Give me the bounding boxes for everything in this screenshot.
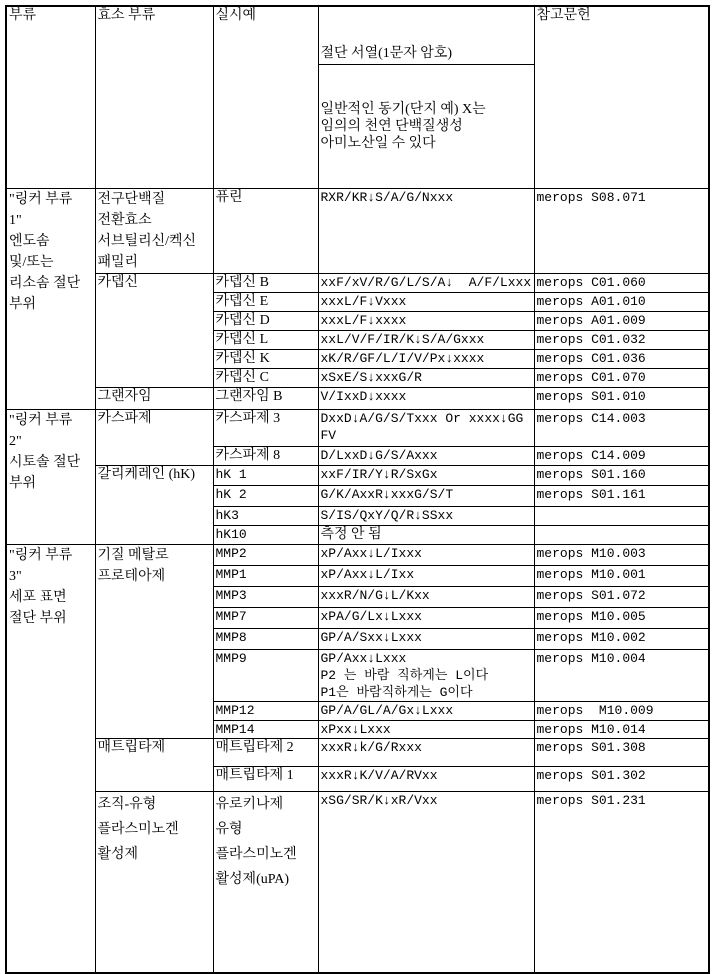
sequence-cell: xxxL/F↓xxxx — [318, 312, 534, 331]
example-cell: MMP14 — [213, 721, 318, 739]
enzyme-cell: 카뎁신 — [95, 274, 213, 388]
sequence-cell: 측정 안 됨 — [318, 526, 534, 545]
reference-cell: merops S01.161 — [534, 486, 709, 507]
sequence-cell: xxxR/N/G↓L/Kxx — [318, 587, 534, 608]
example-cell: hK 2 — [213, 486, 318, 507]
table-row — [6, 739, 709, 767]
table-row — [6, 410, 709, 447]
example-cell: MMP7 — [213, 608, 318, 629]
example-cell: 그랜자임 B — [213, 388, 318, 410]
example-cell: MMP8 — [213, 629, 318, 650]
class-cell-group1: "링커 부류 1" 엔도솜 및/또는 리소솜 절단 부위 — [6, 189, 95, 410]
sequence-cell: xxF/IR/Y↓R/SxGx — [318, 466, 534, 486]
example-cell: MMP3 — [213, 587, 318, 608]
reference-cell: merops S01.072 — [534, 587, 709, 608]
enzyme-cell: 카스파제 — [95, 410, 213, 466]
reference-cell — [534, 507, 709, 526]
reference-cell: merops S01.308 — [534, 739, 709, 767]
reference-cell: merops M10.005 — [534, 608, 709, 629]
reference-cell: merops C01.070 — [534, 369, 709, 388]
reference-cell: merops M10.004 — [534, 650, 709, 702]
col-header-reference: 참고문헌 — [534, 6, 709, 189]
sequence-cell: xxxR↓K/V/A/RVxx — [318, 767, 534, 792]
enzyme-cell: 갈리케레인 (hK) — [95, 466, 213, 545]
sequence-cell: xK/R/GF/L/I/V/Px↓xxxx — [318, 350, 534, 369]
example-cell: 매트립타제 1 — [213, 767, 318, 792]
example-cell: hK10 — [213, 526, 318, 545]
reference-cell: merops C14.009 — [534, 447, 709, 466]
sequence-cell: S/IS/QxY/Q/R↓SSxx — [318, 507, 534, 526]
example-cell: hK 1 — [213, 466, 318, 486]
example-cell: MMP9 — [213, 650, 318, 702]
example-cell: MMP12 — [213, 702, 318, 721]
reference-cell: merops A01.009 — [534, 312, 709, 331]
enzyme-cell: 매트립타제 — [95, 739, 213, 792]
example-cell: 유로키나제 유형 플라스미노겐 활성제(uPA) — [213, 792, 318, 973]
sequence-cell: G/K/AxxR↓xxxG/S/T — [318, 486, 534, 507]
reference-cell: merops S01.160 — [534, 466, 709, 486]
table-row — [6, 545, 709, 566]
reference-cell: merops C14.003 — [534, 410, 709, 447]
reference-cell: merops C01.036 — [534, 350, 709, 369]
table-row — [6, 466, 709, 486]
reference-cell: merops S01.010 — [534, 388, 709, 410]
sequence-cell: RXR/KR↓S/A/G/Nxxx — [318, 189, 534, 274]
sequence-cell: xxxL/F↓Vxxx — [318, 293, 534, 312]
reference-cell: merops C01.060 — [534, 274, 709, 293]
example-cell: 카뎁신 L — [213, 331, 318, 350]
enzyme-cell: 조직-유형 플라스미노겐 활성제 — [95, 792, 213, 973]
reference-cell: merops M10.009 — [534, 702, 709, 721]
example-cell: 카뎁신 C — [213, 369, 318, 388]
table-row — [6, 189, 709, 274]
sequence-cell: xPxx↓Lxxx — [318, 721, 534, 739]
cleavage-header-note: 일반적인 동기(단지 예) X는 임의의 천연 단백질생성 아미노산일 수 있다 — [320, 102, 486, 151]
reference-cell: merops A01.010 — [534, 293, 709, 312]
reference-cell: merops S01.231 — [534, 792, 709, 973]
sequence-cell: GP/Axx↓Lxxx P2 는 바람 직하게는 L이다 P1은 바람직하게는 G이다 — [318, 650, 534, 702]
reference-cell — [534, 526, 709, 545]
sequence-cell: xSxE/S↓xxxG/R — [318, 369, 534, 388]
reference-cell: merops M10.003 — [534, 545, 709, 566]
example-cell: MMP1 — [213, 566, 318, 587]
col-header-class: 부류 — [6, 6, 95, 189]
sequence-cell: xPA/G/Lx↓Lxxx — [318, 608, 534, 629]
reference-cell: merops M10.001 — [534, 566, 709, 587]
class-cell-group2: "링커 부류 2" 시토솔 절단 부위 — [6, 410, 95, 545]
enzyme-cell: 그랜자임 — [95, 388, 213, 410]
example-cell: 카스파제 3 — [213, 410, 318, 447]
example-cell: 카뎁신 K — [213, 350, 318, 369]
sequence-cell: GP/A/Sxx↓Lxxx — [318, 629, 534, 650]
header-row — [6, 6, 709, 189]
sequence-cell: D/LxxD↓G/S/Axxx — [318, 447, 534, 466]
example-cell: 카뎁신 D — [213, 312, 318, 331]
sequence-cell: xSG/SR/K↓xR/Vxx — [318, 792, 534, 973]
example-cell: 매트립타제 2 — [213, 739, 318, 767]
col-header-enzyme-class: 효소 부류 — [95, 6, 213, 189]
reference-cell: merops M10.014 — [534, 721, 709, 739]
example-cell: 카뎁신 E — [213, 293, 318, 312]
example-cell: 퓨린 — [213, 189, 318, 274]
table-row — [6, 274, 709, 293]
sequence-cell: V/IxxD↓xxxx — [318, 388, 534, 410]
example-cell: 카뎁신 B — [213, 274, 318, 293]
example-cell: hK3 — [213, 507, 318, 526]
table-row — [6, 388, 709, 410]
sequence-cell: GP/A/GL/A/Gx↓Lxxx — [318, 702, 534, 721]
reference-cell: merops M10.002 — [534, 629, 709, 650]
sequence-cell: xP/Axx↓L/Ixx — [318, 566, 534, 587]
sequence-cell: xP/Axx↓L/Ixxx — [318, 545, 534, 566]
reference-cell: merops S08.071 — [534, 189, 709, 274]
reference-cell: merops S01.302 — [534, 767, 709, 792]
sequence-cell: xxxR↓k/G/Rxxx — [318, 739, 534, 767]
sequence-cell: DxxD↓A/G/S/Txxx Or xxxx↓GG FV — [318, 410, 534, 447]
example-cell: 카스파제 8 — [213, 447, 318, 466]
sequence-cell: xxL/V/F/IR/K↓S/A/Gxxx — [318, 331, 534, 350]
protease-cleavage-table — [5, 5, 710, 974]
enzyme-cell: 전구단백질 전환효소 서브틸리신/켁신 패밀리 — [95, 189, 213, 274]
enzyme-cell: 기질 메탈로 프로테아제 — [95, 545, 213, 739]
example-cell: MMP2 — [213, 545, 318, 566]
table-row — [6, 792, 709, 973]
col-header-cleavage — [318, 6, 534, 189]
class-cell-group3: "링커 부류 3" 세포 표면 절단 부위 — [6, 545, 95, 973]
reference-cell: merops C01.032 — [534, 331, 709, 350]
sequence-cell: xxF/xV/R/G/L/S/A↓ A/F/Lxxx — [318, 274, 534, 293]
cleavage-header-title: 절단 서열(1문자 암호) — [319, 43, 534, 65]
col-header-example: 실시예 — [213, 6, 318, 189]
